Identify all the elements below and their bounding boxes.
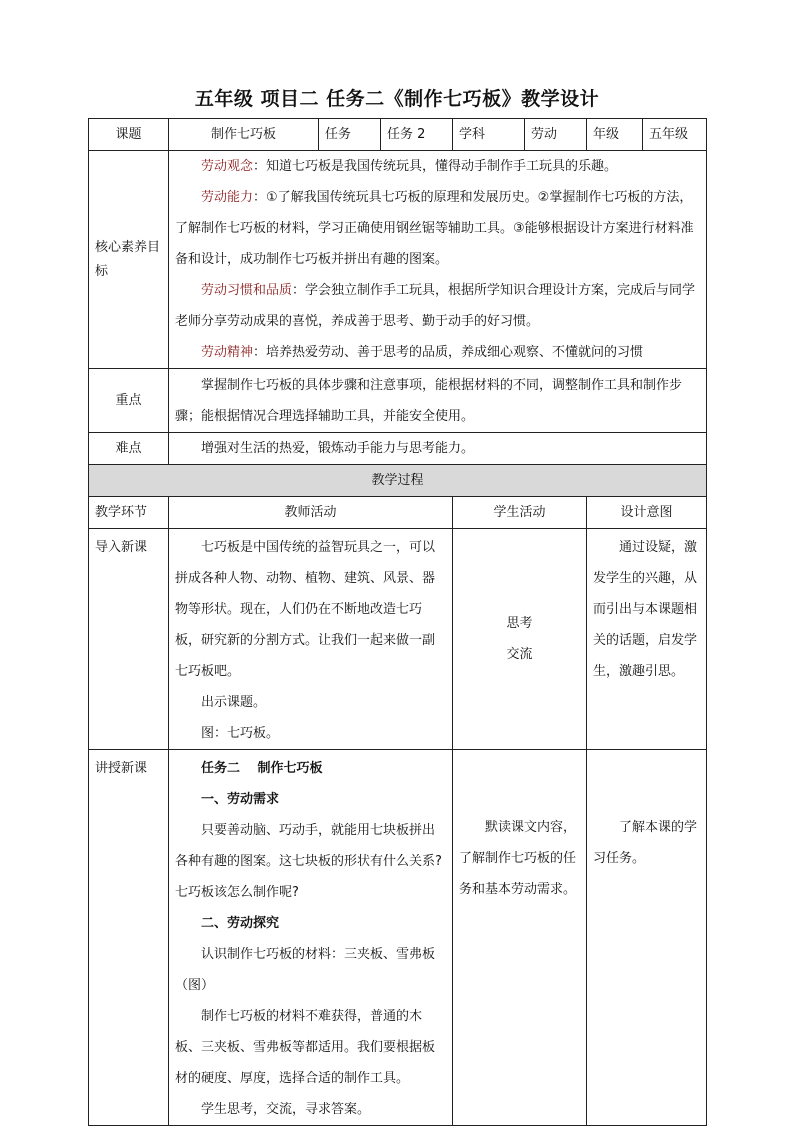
student-activity-cell: 思考 交流 [453, 529, 587, 750]
col-student-header: 学生活动 [453, 497, 587, 529]
student-activity-cell: 默读课文内容，了解制作七巧板的任务和基本劳动需求。 [453, 750, 587, 1126]
key-point-row [89, 369, 707, 433]
grade-label: 年级 [587, 119, 643, 151]
col-teacher-header: 教师活动 [169, 497, 453, 529]
teacher-activity-cell: 任务二 制作七巧板 一、劳动需求 只要善动脑、巧动手，就能用七块板拼出各种有趣的图案。这七块板的形状有什么关系?七巧板该怎么制作呢? 二、劳动探究 认识制作七巧板的材料：三夹板、雪弗板（图） 制作七巧板的材料不难获得，普通的木板、三夹板、雪弗板等都适用。我们要根据板材的硬度、厚度，选择合适的制作工具。 学生思考，交流，寻求答案。 [169, 750, 453, 1126]
difficulty-text: 增强对生活的热爱，锻炼动手能力与思考能力。 [201, 441, 475, 456]
stage-cell: 讲授新课 [89, 750, 169, 1126]
process-header-row [89, 465, 707, 497]
subject-value: 劳动 [525, 119, 587, 151]
table-row [89, 750, 707, 1126]
goal-item: 劳动精神：培养热爱劳动、善于思考的品质，养成细心观察、不懂就问的习惯 [201, 345, 644, 360]
process-header: 教学过程 [89, 465, 707, 497]
grade-value: 五年级 [643, 119, 707, 151]
topic-label: 课题 [89, 119, 169, 151]
key-point-label: 重点 [89, 369, 169, 433]
page-title: 五年级 项目二 任务二《制作七巧板》教学设计 [194, 88, 600, 110]
key-point-text: 掌握制作七巧板的具体步骤和注意事项，能根据材料的不同，调整制作工具和制作步骤；能根据情况合理选择辅助工具，并能安全使用。 [175, 377, 683, 424]
design-intent-cell: 通过设疑，激发学生的兴趣，从而引出与本课题相关的话题，启发学生，激趣引思。 [587, 529, 707, 750]
difficulty-row [89, 433, 707, 465]
teacher-activity-cell: 七巧板是中国传统的益智玩具之一，可以拼成各种人物、动物、植物、建筑、风景、器物等形状。现在，人们仍在不断地改造七巧板，研究新的分割方式。让我们一起来做一副七巧板吧。 出示课题。 图：七巧板。 [169, 529, 453, 750]
difficulty-label: 难点 [89, 433, 169, 465]
task-label: 任务 [319, 119, 381, 151]
lesson-plan-table [88, 118, 707, 1126]
info-row [89, 119, 707, 151]
goals-label: 核心素养目标 [89, 151, 169, 369]
subject-label: 学科 [453, 119, 525, 151]
table-row [89, 529, 707, 750]
task-value: 任务 2 [381, 119, 453, 151]
topic-value: 制作七巧板 [169, 119, 319, 151]
goals-row [89, 151, 707, 369]
goal-item: 劳动能力：①了解我国传统玩具七巧板的原理和发展历史。②掌握制作七巧板的方法，了解制作七巧板的材料，学习正确使用钢丝锯等辅助工具。③能够根据设计方案进行材料准备和设计，成功制作七巧板并拼出有趣的图案。 [175, 190, 694, 267]
goal-item: 劳动观念：知道七巧板是我国传统玩具，懂得动手制作手工玩具的乐趣。 [201, 159, 618, 174]
stage-cell: 导入新课 [89, 529, 169, 750]
process-columns-row [89, 497, 707, 529]
goal-item: 劳动习惯和品质：学会独立制作手工玩具，根据所学知识合理设计方案，完成后与同学老师分享劳动成果的喜悦，养成善于思考、勤于动手的好习惯。 [175, 283, 696, 329]
col-intent-header: 设计意图 [587, 497, 707, 529]
design-intent-cell: 了解本课的学习任务。 [587, 750, 707, 1126]
col-stage-header: 教学环节 [89, 497, 169, 529]
